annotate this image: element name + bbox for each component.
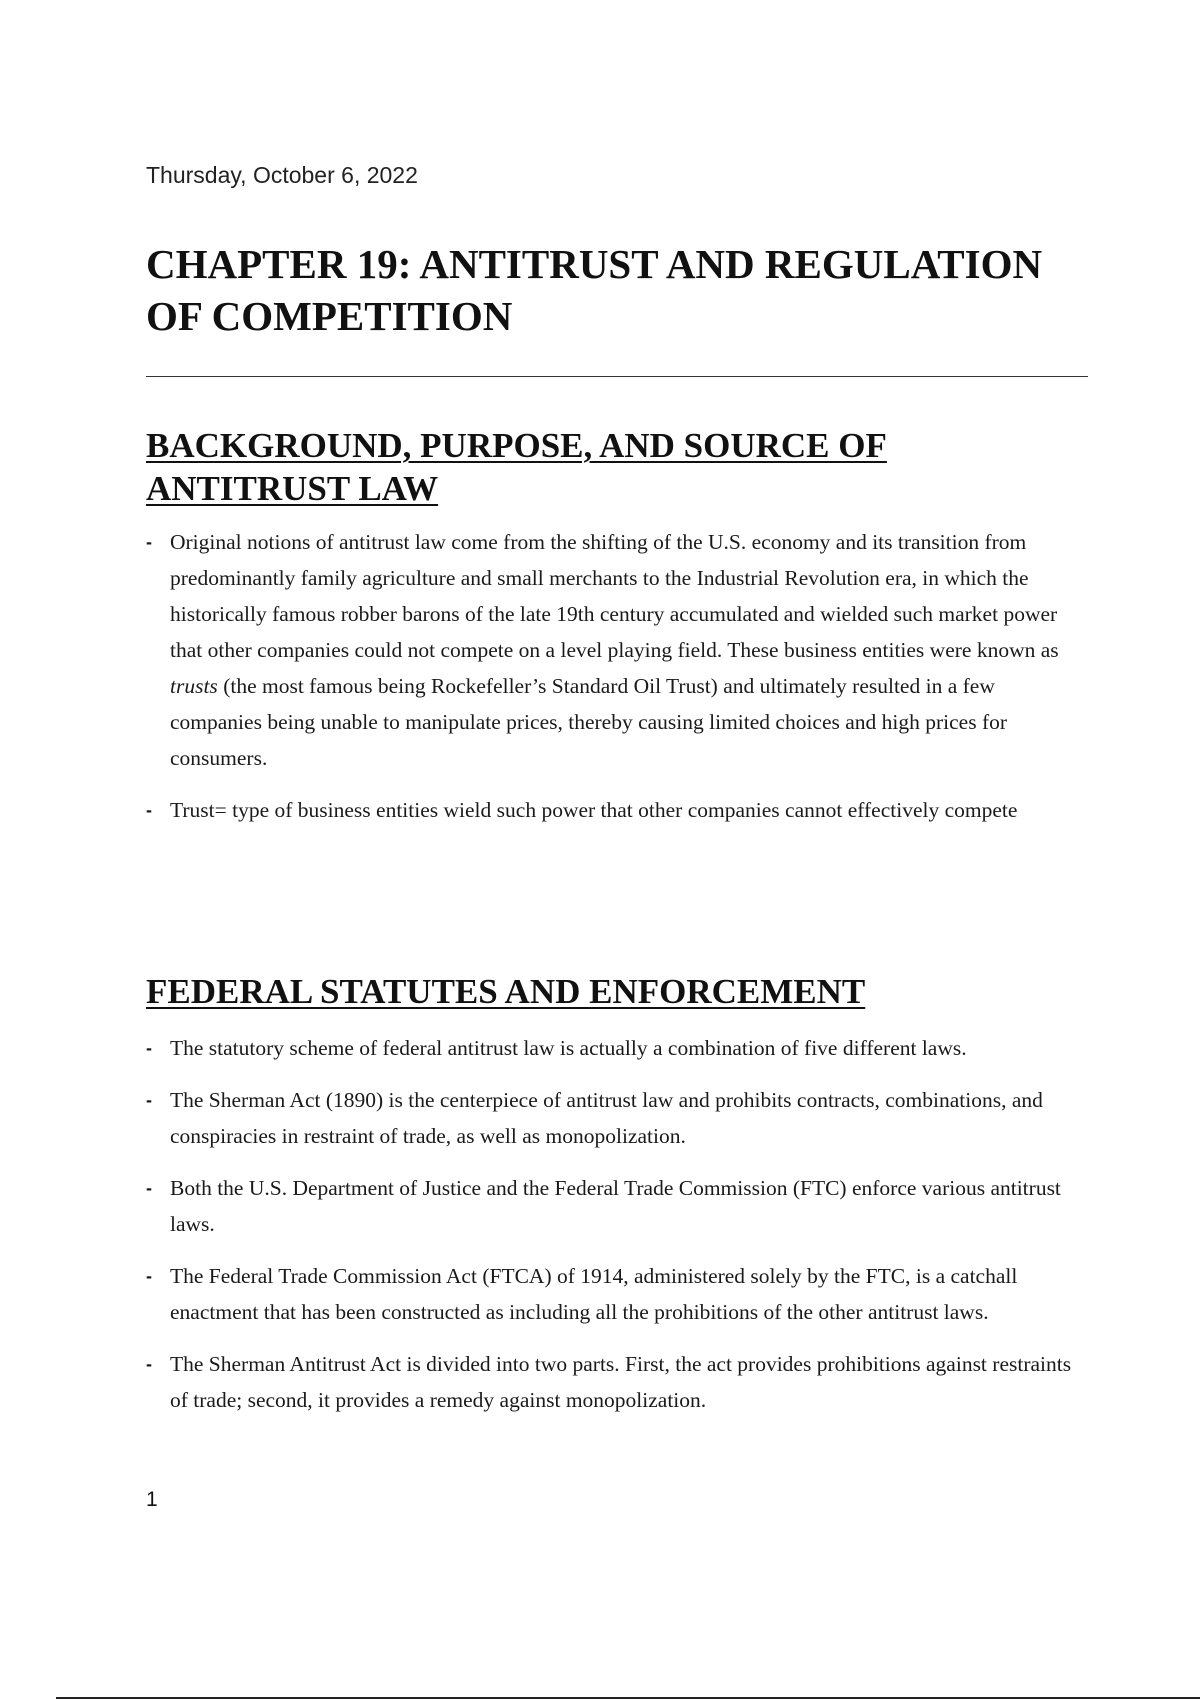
bullet-text: Trust= type of business entities wield such power that other companies cannot effectively compete: [170, 798, 1018, 822]
bullet-text: The statutory scheme of federal antitrust law is actually a combination of five different laws.: [170, 1036, 967, 1060]
bullet-dash-icon: -: [146, 1090, 152, 1110]
section-heading-federal: FEDERAL STATUTES AND ENFORCEMENT: [146, 972, 866, 1011]
bullet-text: Both the U.S. Department of Justice and the Federal Trade Commission (FTC) enforce various antitrust laws.: [170, 1176, 1061, 1236]
bullet-text: The Sherman Antitrust Act is divided into two parts. First, the act provides prohibitions against restraints of trade; second, it provides a remedy against monopolization.: [170, 1352, 1072, 1412]
list-item: [146, 1082, 1091, 1154]
page-date: Thursday, October 6, 2022: [146, 162, 418, 188]
background-bullet-list: [146, 524, 1091, 844]
list-item: [146, 1346, 1091, 1418]
chapter-title: CHAPTER 19: ANTITRUST AND REGULATION OF COMPETITION: [146, 241, 1043, 339]
list-item: [146, 1170, 1091, 1242]
federal-bullet-list: [146, 1030, 1091, 1434]
italic-term: trusts: [170, 674, 218, 698]
list-item: [146, 524, 1091, 776]
bullet-dash-icon: -: [146, 1178, 152, 1198]
bullet-text: The Sherman Act (1890) is the centerpiece of antitrust law and prohibits contracts, combinations, and conspiracies in restraint of trade, as well as monopolization.: [170, 1088, 1043, 1148]
bullet-dash-icon: -: [146, 532, 152, 552]
list-item: [146, 1258, 1091, 1330]
bullet-dash-icon: -: [146, 1038, 152, 1058]
list-item: [146, 792, 1091, 828]
list-item: [146, 1030, 1091, 1066]
page-number: 1: [146, 1488, 158, 1511]
bullet-text: Original notions of antitrust law come from the shifting of the U.S. economy and its transition from predominantly family agriculture and small merchants to the Industrial Revolution era, in which the historically famous robber barons of the late 19th century accumulated and wielded such market power that other companies could not compete on a level playing field. These business entities were known as trusts (the most famous being Rockefeller’s Standard Oil Trust) and ultimately resulted in a few companies being unable to manipulate prices, thereby causing limited choices and high prices for consumers.: [170, 530, 1059, 770]
bullet-dash-icon: -: [146, 1354, 152, 1374]
page-bottom-divider: [56, 1697, 1200, 1699]
bullet-dash-icon: -: [146, 1266, 152, 1286]
section-heading-background: BACKGROUND, PURPOSE, AND SOURCE OF ANTITRUST LAW: [146, 426, 887, 508]
bullet-text: The Federal Trade Commission Act (FTCA) of 1914, administered solely by the FTC, is a catchall enactment that has been constructed as including all the prohibitions of the other antitrust laws.: [170, 1264, 1018, 1324]
bullet-dash-icon: -: [146, 800, 152, 820]
title-divider: [146, 376, 1088, 377]
